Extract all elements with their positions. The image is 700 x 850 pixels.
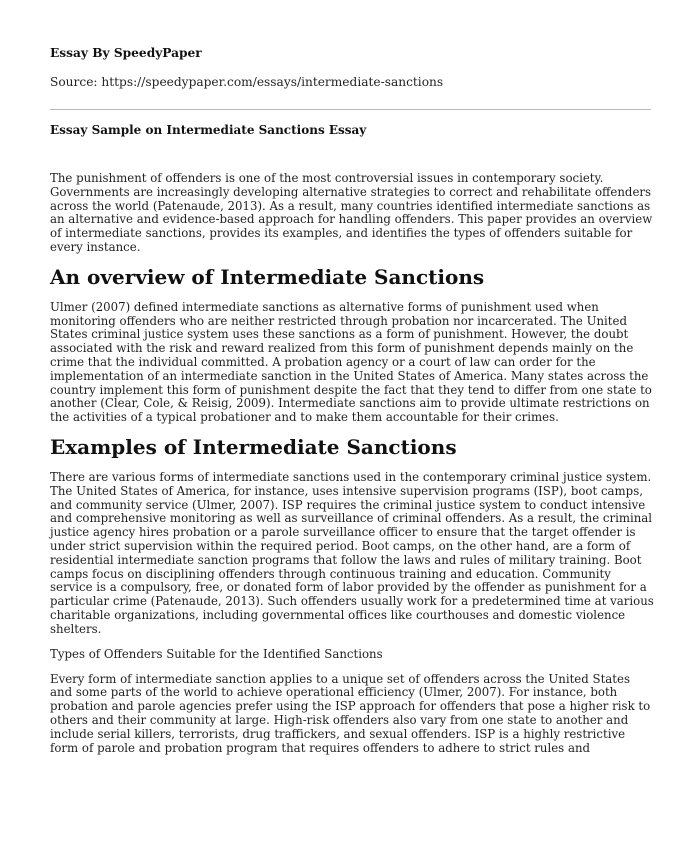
header-divider xyxy=(50,109,651,110)
source-line: Source: https://speedypaper.com/essays/intermediate-sanctions xyxy=(50,75,444,89)
examples-paragraph: There are various forms of intermediate sanctions used in the contemporary criminal justice system. The United States of America, for instance, uses intensive supervision programs (ISP), boot camps, and community service (Ulmer, 2007). ISP requires the criminal justice system to conduct intensive and comprehensive monitoring as well as surveillance of criminal offenders. As a result, the criminal justice agency hires probation or a parole surveillance officer to ensure that the target offender is under strict supervision within the required period. Boot camps, on the other hand, are a form of residential intermediate sanction programs that follow the laws and rules of military training. Boot camps focus on disciplining offenders through continuous training and education. Community service is a compulsory, free, or donated form of labor provided by the offender as punishment for a particular crime (Patenaude, 2013). Such offenders usually work for a predetermined time at various charitable organizations, including governmental offices like courthouses and domestic violence shelters. xyxy=(50,469,654,636)
essay-title: Essay Sample on Intermediate Sanctions Essay xyxy=(50,123,367,137)
types-heading: Types of Offenders Suitable for the Identified Sanctions xyxy=(50,646,383,661)
overview-paragraph: Ulmer (2007) defined intermediate sanctions as alternative forms of punishment used when monitoring offenders who are neither restricted through probation nor incarcerated. The United States criminal justice system uses these sanctions as a form of punishment. However, the doubt associated with the risk and reward realized from this form of punishment depends mainly on the crime that the individual committed. A probation agency or a court of law can order for the implementation of an intermediate sanction in the United States of America. Many states across the country implement this form of punishment despite the fact that they tend to differ from one state to another (Clear, Cole, & Reisig, 2009). Intermediate sanctions aim to provide ultimate restrictions on the activities of a typical probationer and to make them accountable for their crimes. xyxy=(50,299,652,425)
essay-body xyxy=(50,172,655,755)
types-paragraph: Every form of intermediate sanction applies to a unique set of offenders across the United States and some parts of the world to achieve operational efficiency (Ulmer, 2007). For instance, both probation and parole agencies prefer using the ISP approach for offenders that pose a higher risk to others and their community at large. High-risk offenders also vary from one state to another and include serial killers, terrorists, drug traffickers, and sexual offenders. ISP is a highly restrictive form of parole and probation program that requires offenders to adhere to strict rules and xyxy=(50,671,651,755)
examples-heading: Examples of Intermediate Sanctions xyxy=(50,434,457,459)
overview-heading: An overview of Intermediate Sanctions xyxy=(50,264,485,289)
intro-paragraph: The punishment of offenders is one of the most controversial issues in contemporary society. Governments are increasingly developing alternative strategies to correct and rehabilitate offenders across the world (Patenaude, 2013). As a result, many countries identified intermediate sanctions as an alternative and evidence-based approach for handling offenders. This paper provides an overview of intermediate sanctions, provides its examples, and identifies the types of offenders suitable for every instance. xyxy=(50,171,653,254)
brand-title: Essay By SpeedyPaper xyxy=(50,46,202,60)
